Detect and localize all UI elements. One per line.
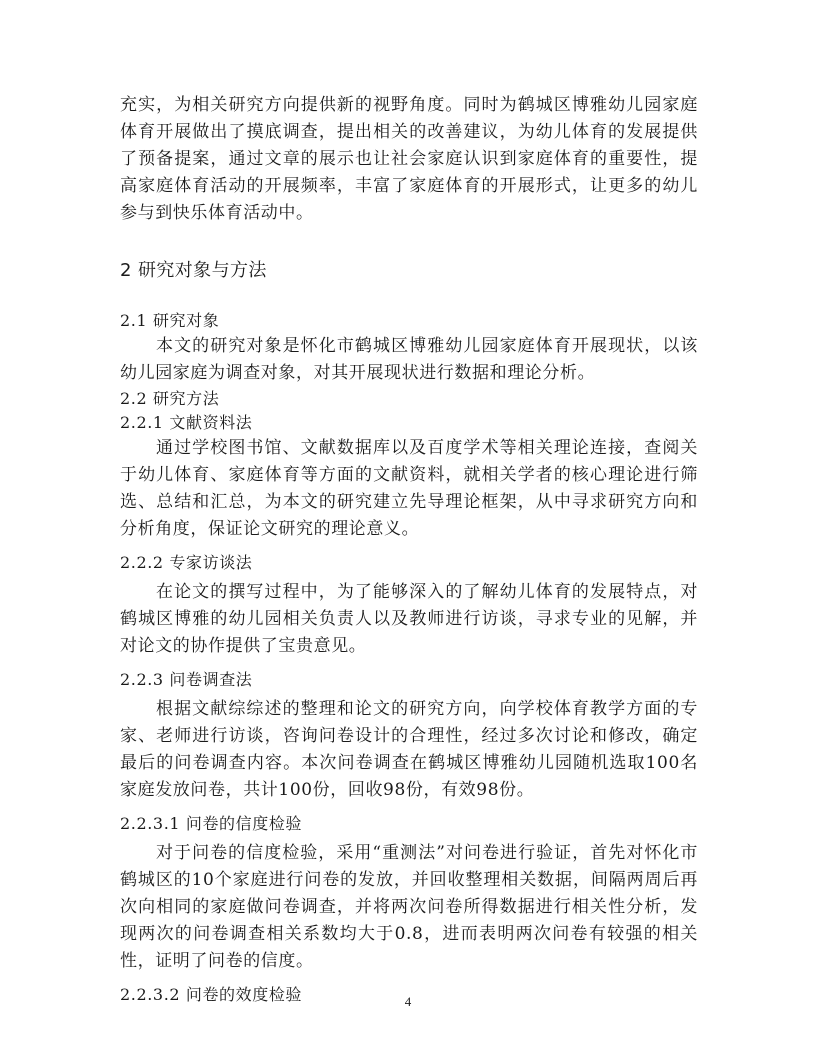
heading-2-2-3-1: 2.2.3.1 问卷的信度检验 xyxy=(120,814,303,833)
body-2-2-2: 在论文的撰写过程中，为了能够深入的了解幼儿体育的发展特点，对鹤城区博雅的幼儿园相关负责人以及教师进行访谈，寻求专业的见解，并对论文的协作提供了宝贵意见。 xyxy=(120,582,698,656)
heading-2-1: 2.1 研究对象 xyxy=(120,311,220,330)
body-2-2-3: 根据文献综综述的整理和论文的研究方向，向学校体育教学方面的专家、老师进行访谈，咨询问卷设计的合理性，经过多次讨论和修改，确定最后的问卷调查内容。本次问卷调查在鹤城区博雅幼儿园随机选取100名家庭发放问卷，共计100份，回收98份，有效98份。 xyxy=(120,699,698,800)
body-2-2-3-1: 对于问卷的信度检验，采用“重测法”对问卷进行验证，首先对怀化市鹤城区的10个家庭进行问卷的发放，并回收整理相关数据，间隔两周后再次向相同的家庭做问卷调查，并将两次问卷所得数据进行相关性分析，发现两次的问卷调查相关系数均大于0.8，进而表明两次问卷有较强的相关性，证明了问卷的信度。 xyxy=(120,843,698,971)
body-2-2-1: 通过学校图书馆、文献数据库以及百度学术等相关理论连接，查阅关于幼儿体育、家庭体育等方面的文献资料，就相关学者的核心理论进行筛选、总结和汇总，为本文的研究建立先导理论框架，从中寻求研究方向和分析角度，保证论文研究的理论意义。 xyxy=(120,438,698,539)
page-number: 4 xyxy=(404,994,412,1009)
body-2-1: 本文的研究对象是怀化市鹤城区博雅幼儿园家庭体育开展现状，以该幼儿园家庭为调查对象，对其开展现状进行数据和理论分析。 xyxy=(120,336,698,383)
heading-2-2-3-2: 2.2.3.2 问卷的效度检验 xyxy=(120,985,303,1004)
heading-2-2-1: 2.2.1 文献资料法 xyxy=(120,413,253,432)
heading-2-2-2: 2.2.2 专家访谈法 xyxy=(120,553,253,572)
intro-paragraph: 充实，为相关研究方向提供新的视野角度。同时为鹤城区博雅幼儿园家庭体育开展做出了摸底调查，提出相关的改善建议，为幼儿体育的发展提供了预备提案，通过文章的展示也让社会家庭认识到家庭体育的重要性，提高家庭体育活动的开展频率，丰富了家庭体育的开展形式，让更多的幼儿参与到快乐体育活动中。 xyxy=(120,95,698,223)
document-page xyxy=(120,92,698,1011)
heading-2-2: 2.2 研究方法 xyxy=(120,389,220,408)
section-title: 2 研究对象与方法 xyxy=(120,260,267,281)
heading-2-2-3: 2.2.3 问卷调查法 xyxy=(120,670,253,689)
